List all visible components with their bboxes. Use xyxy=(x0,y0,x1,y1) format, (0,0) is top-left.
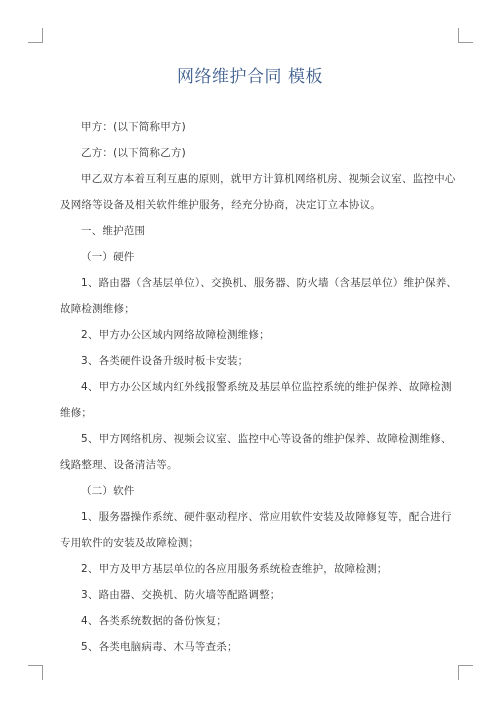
document-title: 网络维护合同 模板 xyxy=(177,67,323,87)
section-heading-scope: 一、维护范围 xyxy=(81,225,146,237)
subsection-heading-hardware: （一）硬件 xyxy=(81,251,135,263)
hardware-item-4-line-1: 4、甲方办公区域内红外线报警系统及基层单位监控系统的维护保养、故障检测 xyxy=(81,381,452,393)
hardware-item-1-line-1: 1、路由器（含基层单位）、交换机、服务器、防火墙（含基层单位）维护保养、 xyxy=(81,277,458,289)
software-item-4: 4、各类系统数据的备份恢复； xyxy=(81,615,227,627)
document-body xyxy=(60,114,458,660)
hardware-item-1-line-2: 故障检测维修； xyxy=(60,303,135,315)
crop-mark-top-right xyxy=(458,28,473,43)
software-item-3: 3、路由器、交换机、防火墙等配路调整； xyxy=(81,589,281,601)
subsection-heading-software: （二）软件 xyxy=(81,485,135,497)
software-item-1-line-1: 1、服务器操作系统、硬件驱动程序、常应用软件安装及故障修复等，配合进行 xyxy=(81,511,452,523)
software-item-5: 5、各类电脑病毒、木马等查杀； xyxy=(81,641,238,653)
preamble-line-1: 甲乙双方本着互利互惠的原则，就甲方计算机网络机房、视频会议室、监控中心 xyxy=(81,173,456,185)
hardware-item-2: 2、甲方办公区域内网络故障检测维修； xyxy=(81,329,270,341)
party-a-line: 甲方：(以下简称甲方) xyxy=(81,121,186,133)
software-item-2: 2、甲方及甲方基层单位的各应用服务系统检查维护，故障检测； xyxy=(81,563,388,575)
software-item-1-line-2: 专用软件的安装及故障检测； xyxy=(60,537,200,549)
hardware-item-5-line-1: 5、甲方网络机房、视频会议室、监控中心等设备的维护保养、故障检测维修、 xyxy=(81,433,452,445)
hardware-item-4-line-2: 维修； xyxy=(60,407,93,419)
hardware-item-5-line-2: 线路整理、设备清洁等。 xyxy=(60,459,178,471)
crop-mark-top-left xyxy=(28,28,43,43)
crop-mark-bottom-left xyxy=(28,665,43,680)
crop-mark-bottom-right xyxy=(458,665,473,680)
preamble-line-2: 及网络等设备及相关软件维护服务，经充分协商，决定订立本协议。 xyxy=(60,199,381,211)
hardware-item-3: 3、各类硬件设备升级时板卡安装； xyxy=(81,355,249,367)
party-b-line: 乙方：(以下简称乙方) xyxy=(81,147,186,159)
